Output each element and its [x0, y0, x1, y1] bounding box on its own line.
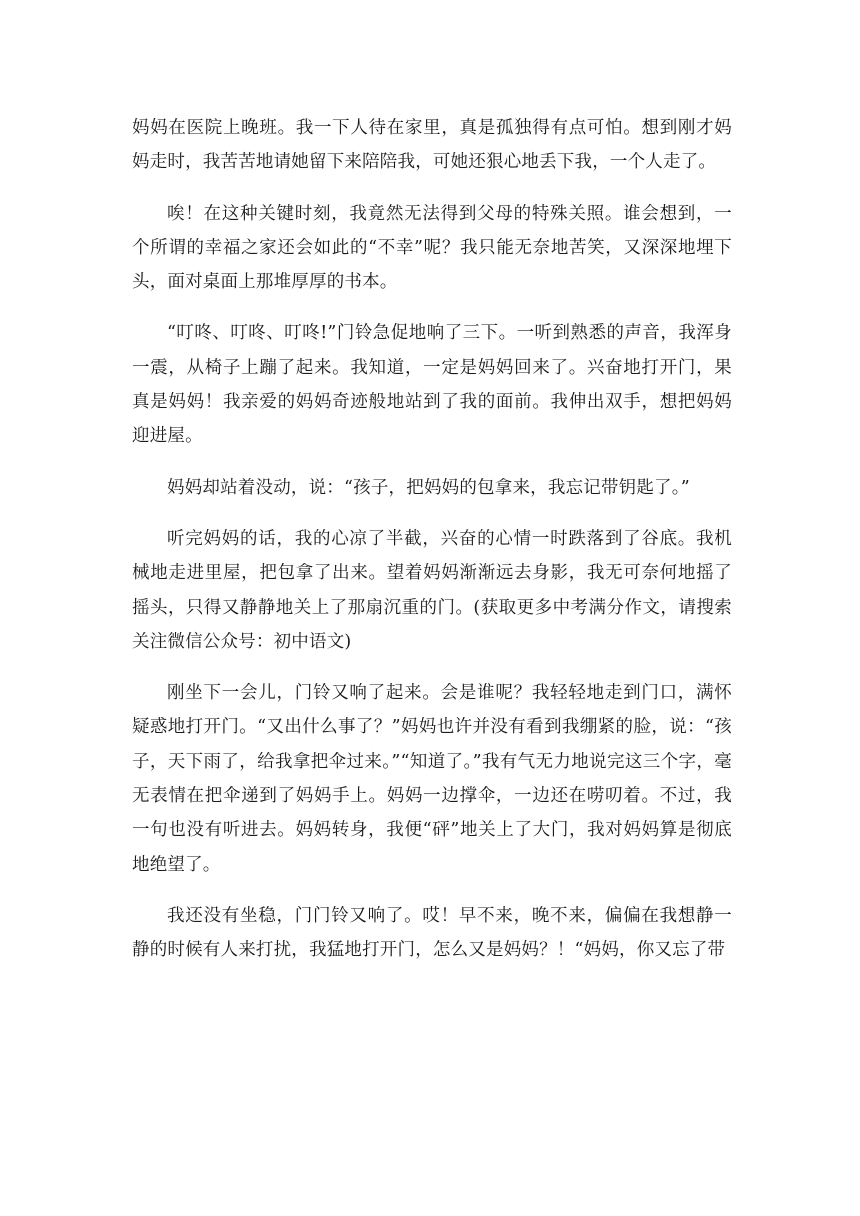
paragraph-4: 妈妈却站着没动，说：“孩子，把妈妈的包拿来，我忘记带钥匙了。” — [167, 477, 690, 498]
paragraph-2: 唉！在这种关键时刻，我竟然无法得到父母的特殊关照。谁会想到，一个所谓的幸福之家还会如此的“不幸”呢？我只能无奈地苦笑，又深深地埋下头，面对桌面上那堆厚厚的书本。 — [132, 203, 732, 293]
paragraph-1: 妈妈在医院上晚班。我一下人待在家里，真是孤独得有点可怕。想到刚才妈妈走时，我苦苦地请她留下来陪陪我，可她还狠心地丢下我，一个人走了。 — [132, 118, 732, 173]
paragraph-7: 我还没有坐稳，门门铃又响了。哎！早不来，晚不来，偏偏在我想静一静的时候有人来打扰，我猛地打开门，怎么又是妈妈？！“妈妈，你又忘了带 — [132, 905, 732, 961]
paragraph-6: 刚坐下一会儿，门铃又响了起来。会是谁呢？我轻轻地走到门口，满怀疑惑地打开门。“又出什么事了？”妈妈也许并没有看到我绷紧的脸，说：“孩子，天下雨了，给我拿把伞过来。”“知道了。”我有气无力地说完这三个字，毫无表情在把伞递到了妈妈手上。妈妈一边撑伞，一边还在唠叨着。不过，我一句也没有听进去。妈妈转身，我便“砰”地关上了大门，我对妈妈算是彻底地绝望了。 — [132, 683, 732, 875]
paragraph-5: 听完妈妈的话，我的心凉了半截，兴奋的心情一时跌落到了谷底。我机械地走进里屋，把包拿了出来。望着妈妈渐渐远去身影，我无可奈何地摇了摇头，只得又静静地关上了那扇沉重的门。(获取更多中考满分作文，请搜索关注微信公众号：初中语文) — [132, 528, 732, 652]
essay-body — [132, 111, 732, 968]
paragraph-3: “叮咚、叮咚、叮咚!”门铃急促地响了三下。一听到熟悉的声音，我浑身一震，从椅子上蹦了起来。我知道，一定是妈妈回来了。兴奋地打开门，果真是妈妈！我亲爱的妈妈奇迹般地站到了我的面前。我伸出双手，想把妈妈迎进屋。 — [132, 323, 732, 447]
